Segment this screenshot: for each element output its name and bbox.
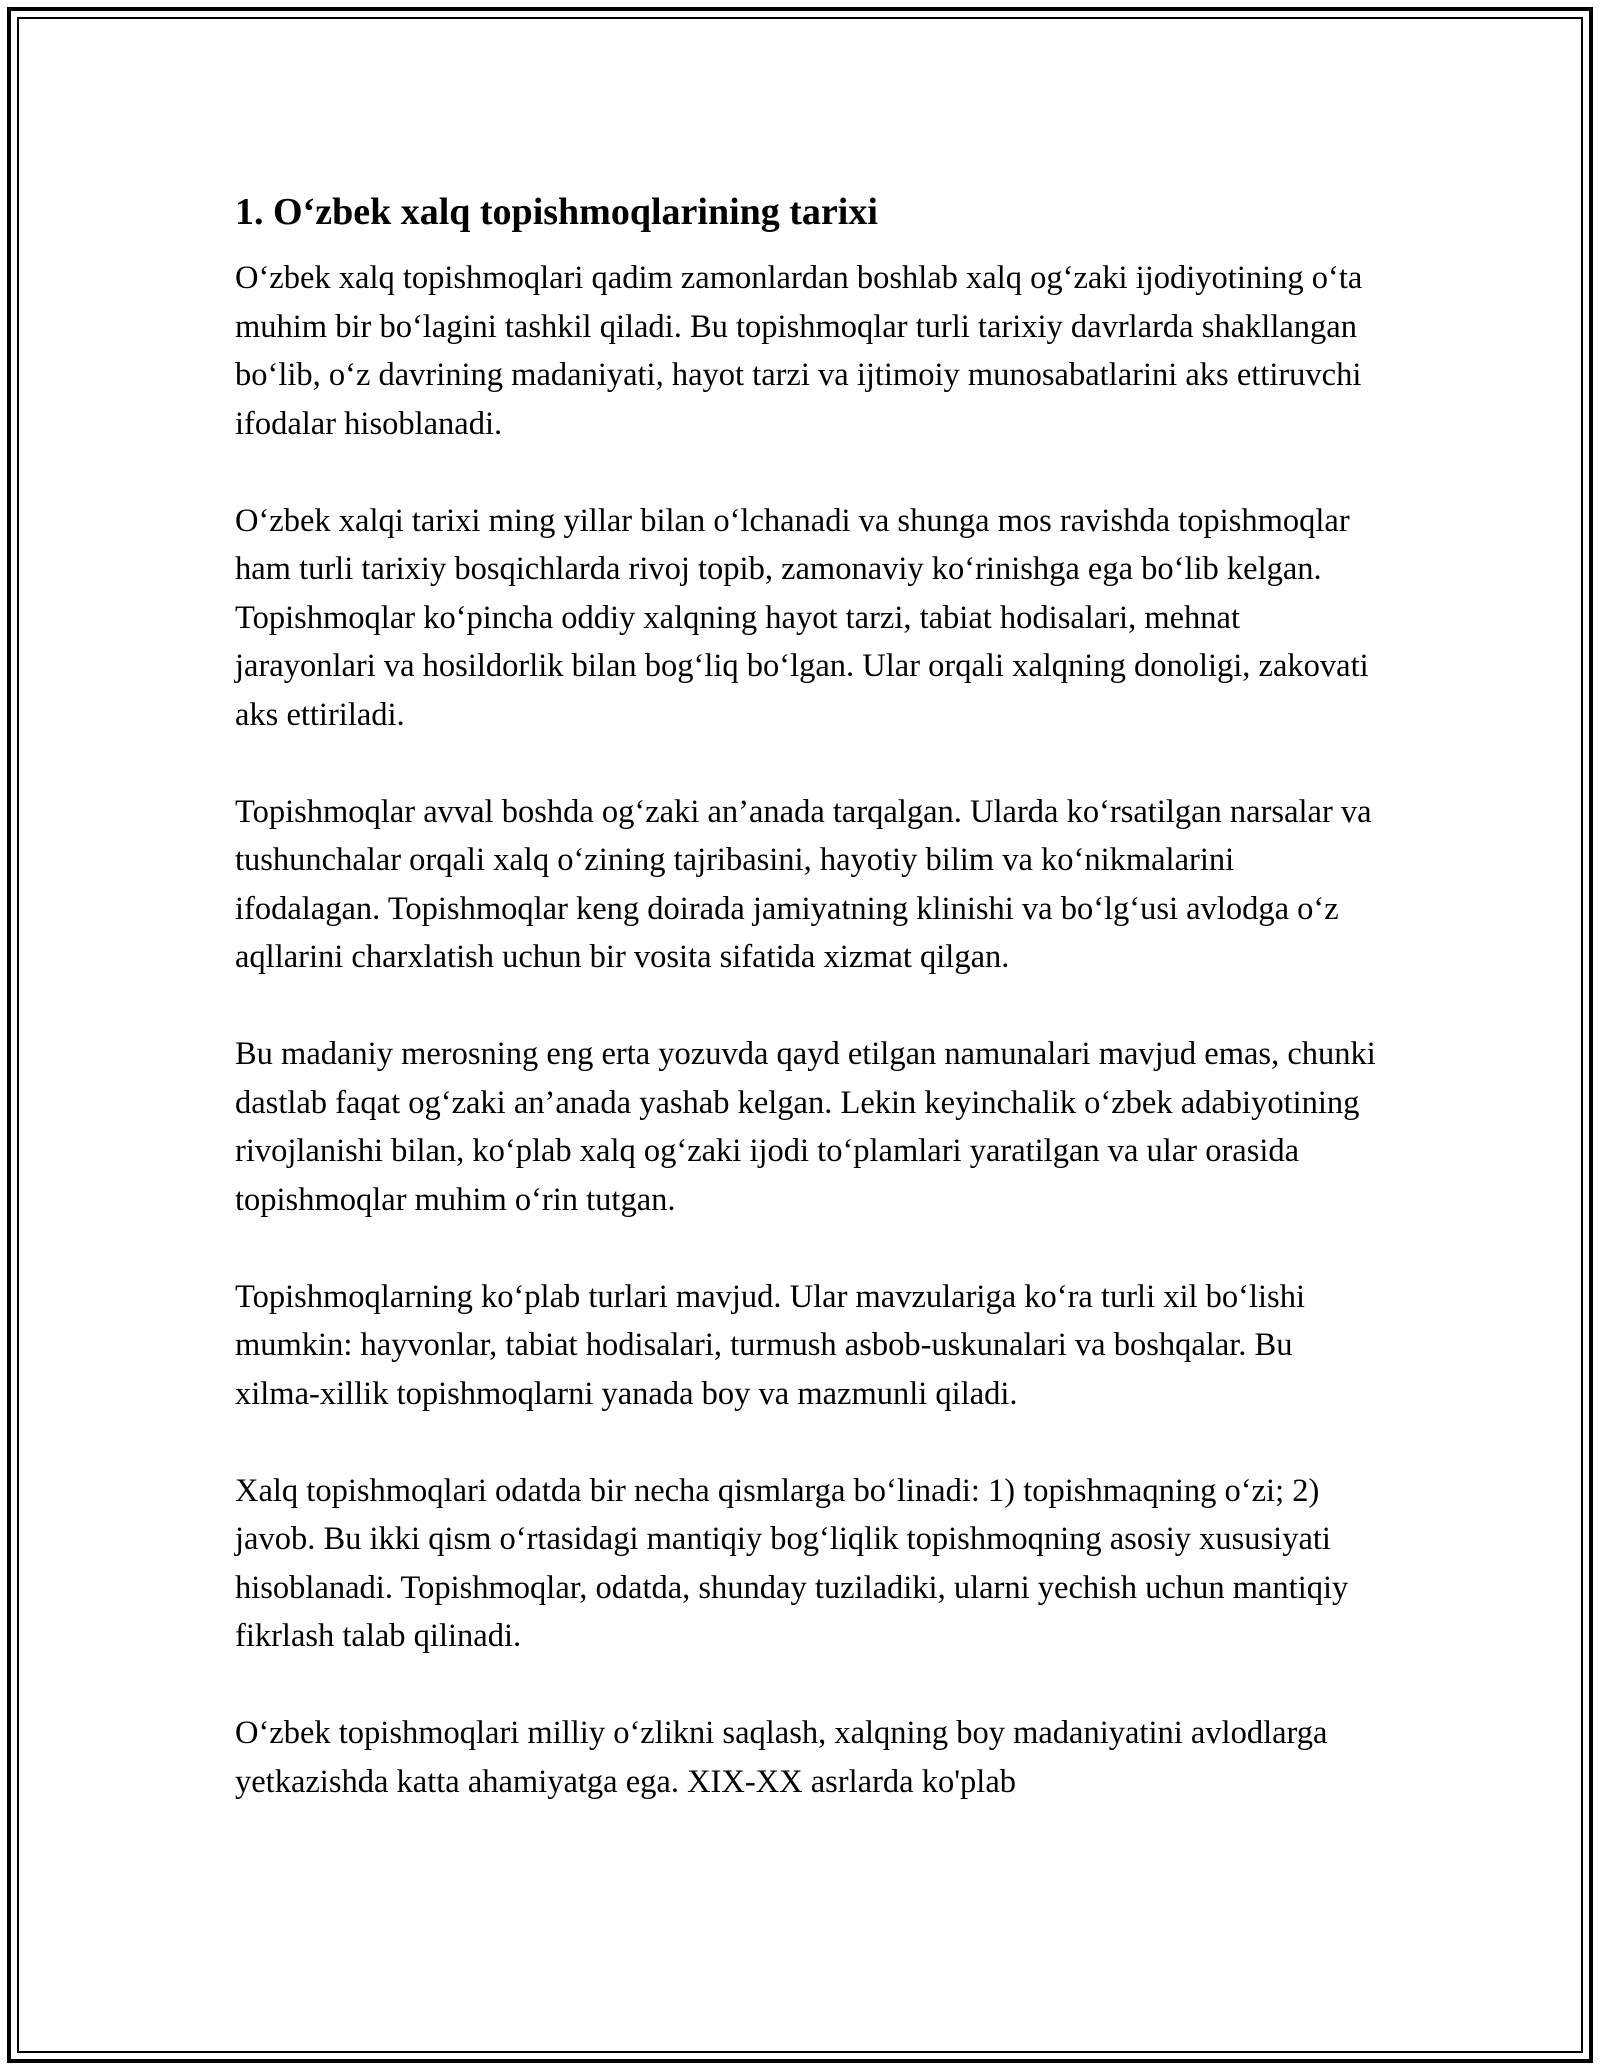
paragraph-7: O‘zbek topishmoqlari milliy o‘zlikni saqlash, xalqning boy madaniyatini avlodlarga yetkazishda katta ahamiyatga ega. XIX-XX asrlarda ko'plab: [235, 1715, 1328, 1800]
paragraph-2: O‘zbek xalqi tarixi ming yillar bilan o‘lchanadi va shunga mos ravishda topishmoqlar ham turli tarixiy bosqichlarda rivoj topib, zamonaviy ko‘rinishga ega bo‘lib kelgan. Topishmoqlar ko‘pincha oddiy xalqning hayot tarzi, tabiat hodisalari, mehnat jarayonlari va hosildorlik bilan bog‘liq bo‘lgan. Ular orqali xalqning donoligi, zakovati aks ettiriladi.: [235, 502, 1369, 733]
paragraph-1: O‘zbek xalq topishmoqlari qadim zamonlardan boshlab xalq og‘zaki ijodiyotining o‘ta muhim bir bo‘lagini tashkil qiladi. Bu topishmoqlar turli tarixiy davrlarda shakllangan bo‘lib, o‘z davrining madaniyati, hayot tarzi va ijtimoiy munosabatlarini aks ettiruvchi ifodalar hisoblanadi.: [235, 260, 1363, 442]
paragraph-5: Topishmoqlarning ko‘plab turlari mavjud. Ular mavzulariga ko‘ra turli xil bo‘lishi mumkin: hayvonlar, tabiat hodisalari, turmush asbob-uskunalari va boshqalar. Bu xilma-xillik topishmoqlarni yanada boy va mazmunli qiladi.: [235, 1278, 1305, 1412]
paragraph-6: Xalq topishmoqlari odatda bir necha qismlarga bo‘linadi: 1) topishmaqning o‘zi; 2) javob. Bu ikki qism o‘rtasidagi mantiqiy bog‘liqlik topishmoqning asosiy xususiyati hisoblanadi. Topishmoqlar, odatda, shunday tuziladiki, ularni yechish uchun mantiqiy fikrlash talab qilinadi.: [235, 1472, 1349, 1654]
paragraph-4: Bu madaniy merosning eng erta yozuvda qayd etilgan namunalari mavjud emas, chunki dastlab faqat og‘zaki an’anada yashab kelgan. Lekin keyinchalik o‘zbek adabiyotining rivojlanishi bilan, ko‘plab xalq og‘zaki ijodi to‘plamlari yaratilgan va ular orasida topishmoqlar muhim o‘rin tutgan.: [235, 1036, 1376, 1218]
section-heading: 1. O‘zbek xalq topishmoqlarining tarixi: [235, 191, 878, 233]
document-body: [235, 188, 1385, 1855]
paragraph-3: Topishmoqlar avval boshda og‘zaki an’anada tarqalgan. Ularda ko‘rsatilgan narsalar va tushunchalar orqali xalq o‘zining tajribasini, hayotiy bilim va ko‘nikmalarini ifodalagan. Topishmoqlar keng doirada jamiyatning klinishi va bo‘lg‘usi avlodga o‘z aqllarini charxlatish uchun bir vosita sifatida xizmat qilgan.: [235, 793, 1372, 975]
